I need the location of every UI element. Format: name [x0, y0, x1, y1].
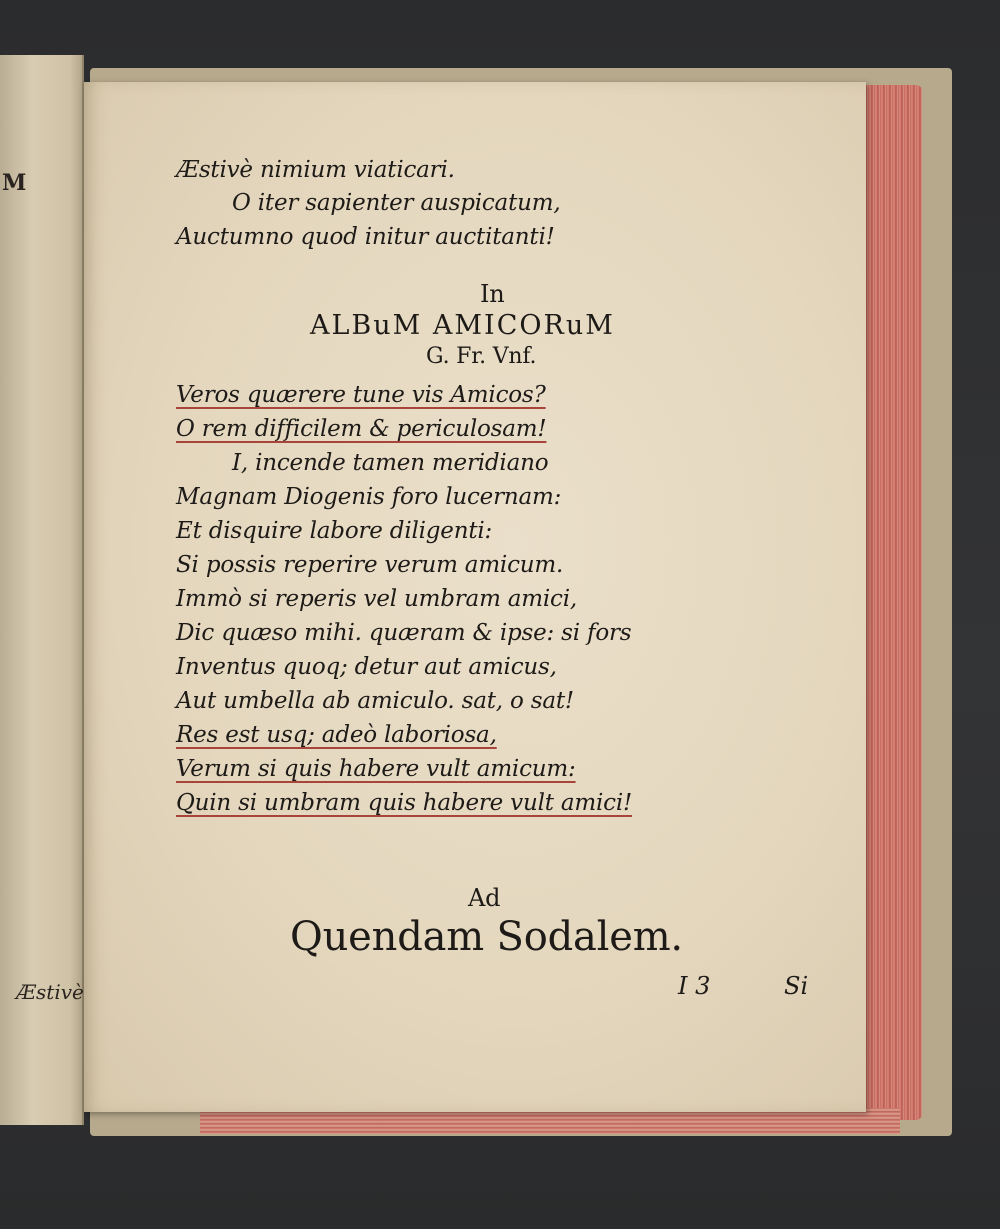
verse-line-6: Si possis reperire verum amicum. [176, 552, 564, 578]
left-page-fragment-bottom: Æstivè [16, 980, 84, 1004]
verse-line-11: Res est usq; adeò laboriosa, [176, 722, 497, 748]
heading-album-amicorum: ALBuM AMICORuM [310, 310, 615, 341]
verse-line-3: I, incende tamen meridiano [232, 450, 549, 476]
verse-line-10: Aut umbella ab amiculo. sat, o sat! [176, 688, 574, 714]
poem-line-1: Æstivè nimium viaticari. [176, 157, 455, 183]
poem-line-2: O iter sapienter auspicatum, [232, 190, 561, 216]
verse-line-13: Quin si umbram quis habere vult amici! [176, 790, 633, 816]
book-page [84, 82, 866, 1112]
verse-line-9: Inventus quoq; detur aut amicus, [176, 654, 557, 680]
verse-line-7: Immò si reperis vel umbram amici, [176, 586, 578, 612]
next-heading-ad: Ad [468, 884, 501, 912]
verse-line-4: Magnam Diogenis foro lucernam: [176, 484, 562, 510]
verse-line-5: Et disquire labore diligenti: [176, 518, 493, 544]
poem-line-3: Auctumno quod initur auctitanti! [176, 224, 555, 250]
heading-dedicatee: G. Fr. Vnf. [426, 344, 537, 369]
next-heading-title: Quendam Sodalem. [290, 914, 683, 960]
verse-line-12: Verum si quis habere vult amicum: [176, 756, 576, 782]
facing-page-left [0, 55, 84, 1125]
signature-mark: I 3 [678, 972, 711, 1000]
heading-in: In [480, 280, 505, 308]
catchword: Si [784, 972, 809, 1000]
red-page-edges [862, 85, 922, 1120]
verse-line-2: O rem difficilem & periculosam! [176, 416, 547, 442]
verse-line-1: Veros quærere tune vis Amicos? [176, 382, 546, 408]
left-page-fragment-top: M [2, 170, 27, 196]
verse-line-8: Dic quæso mihi. quæram & ipse: si fors [176, 620, 632, 646]
